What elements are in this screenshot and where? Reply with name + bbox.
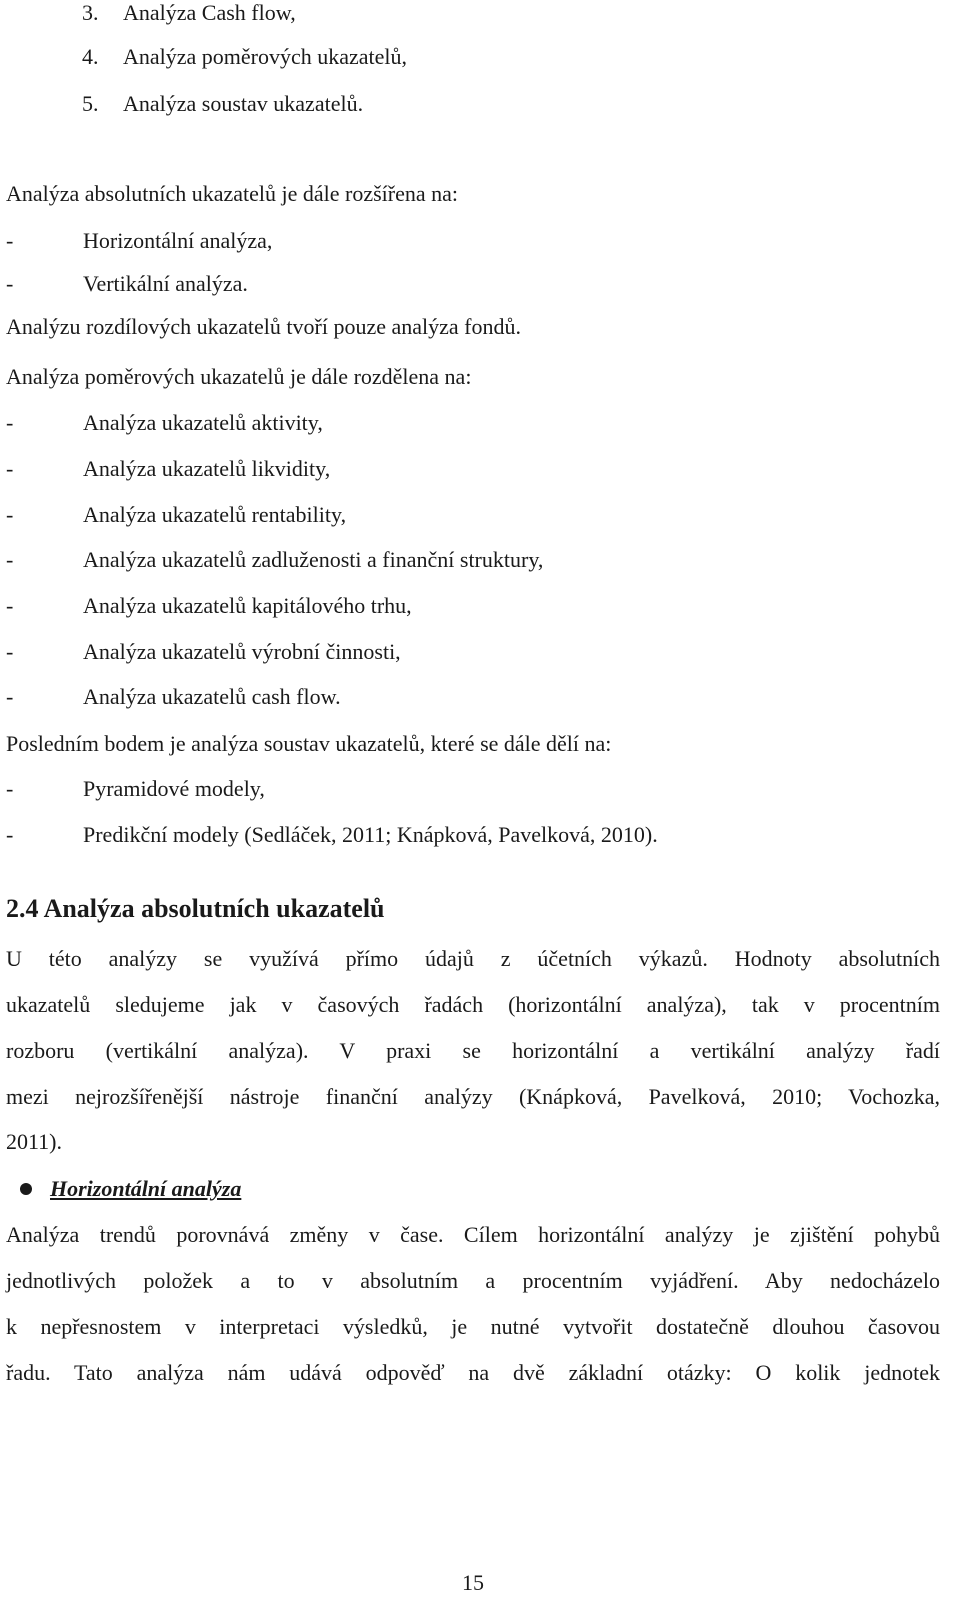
dash-marker: - xyxy=(6,593,14,618)
dash-marker: - xyxy=(6,271,14,296)
list-text: Analýza soustav ukazatelů. xyxy=(123,91,364,116)
dash-marker: - xyxy=(6,639,14,664)
dash-marker: - xyxy=(6,410,14,435)
list-text: Analýza ukazatelů cash flow. xyxy=(83,684,341,709)
paragraph-ratio-intro: Analýza poměrových ukazatelů je dále rozdělena na: xyxy=(6,364,472,389)
bullet-icon xyxy=(20,1183,32,1195)
paragraph-line: U této analýzy se využívá přímo údajů z účetních výkazů. Hodnoty absolutních xyxy=(6,946,940,971)
paragraph-systems-intro: Posledním bodem je analýza soustav ukazatelů, které se dále dělí na: xyxy=(6,731,612,756)
dash-marker: - xyxy=(6,684,14,709)
list-text: Analýza Cash flow, xyxy=(123,0,296,25)
paragraph-absolute-intro: Analýza absolutních ukazatelů je dále rozšířena na: xyxy=(6,181,459,206)
list-text: Analýza poměrových ukazatelů, xyxy=(123,44,408,69)
dash-marker: - xyxy=(6,456,14,481)
section-heading: 2.4 Analýza absolutních ukazatelů xyxy=(6,894,385,923)
paragraph-line: 2011). xyxy=(6,1129,63,1154)
page-number: 15 xyxy=(462,1570,484,1595)
list-text: Horizontální analýza, xyxy=(83,228,273,253)
paragraph-line: k nepřesnostem v interpretaci výsledků, je nutné vytvořit dostatečně dlouhou časovou xyxy=(6,1314,940,1339)
paragraph-difference: Analýzu rozdílových ukazatelů tvoří pouze analýza fondů. xyxy=(6,314,521,339)
dash-marker: - xyxy=(6,547,14,572)
paragraph-line: mezi nejrozšířenější nástroje finanční analýzy (Knápková, Pavelková, 2010; Vochozka, xyxy=(6,1084,940,1109)
dash-marker: - xyxy=(6,776,14,801)
dash-marker: - xyxy=(6,228,14,253)
list-number: 4. xyxy=(82,44,99,69)
list-text: Pyramidové modely, xyxy=(83,776,265,801)
list-number: 3. xyxy=(82,0,99,25)
paragraph-line: jednotlivých položek a to v absolutním a procentním vyjádření. Aby nedocházelo xyxy=(6,1268,940,1293)
list-text: Analýza ukazatelů likvidity, xyxy=(83,456,331,481)
dash-marker: - xyxy=(6,822,14,847)
list-text: Predikční modely (Sedláček, 2011; Knápková, Pavelková, 2010). xyxy=(83,822,658,847)
list-text: Vertikální analýza. xyxy=(83,271,248,296)
paragraph-line: Analýza trendů porovnává změny v čase. Cílem horizontální analýzy je zjištění pohybů xyxy=(6,1222,940,1247)
list-number: 5. xyxy=(82,91,99,116)
list-text: Analýza ukazatelů aktivity, xyxy=(83,410,323,435)
paragraph-line: ukazatelů sledujeme jak v časových řadách (horizontální analýza), tak v procentním xyxy=(6,992,940,1017)
list-text: Analýza ukazatelů zadluženosti a finanční struktury, xyxy=(83,547,544,572)
list-text: Analýza ukazatelů kapitálového trhu, xyxy=(83,593,412,618)
paragraph-line: řadu. Tato analýza nám udává odpověď na dvě základní otázky: O kolik jednotek xyxy=(6,1360,940,1385)
subheading: Horizontální analýza xyxy=(50,1176,242,1201)
list-text: Analýza ukazatelů výrobní činnosti, xyxy=(83,639,401,664)
dash-marker: - xyxy=(6,502,14,527)
list-text: Analýza ukazatelů rentability, xyxy=(83,502,347,527)
paragraph-line: rozboru (vertikální analýza). V praxi se horizontální a vertikální analýzy řadí xyxy=(6,1038,940,1063)
